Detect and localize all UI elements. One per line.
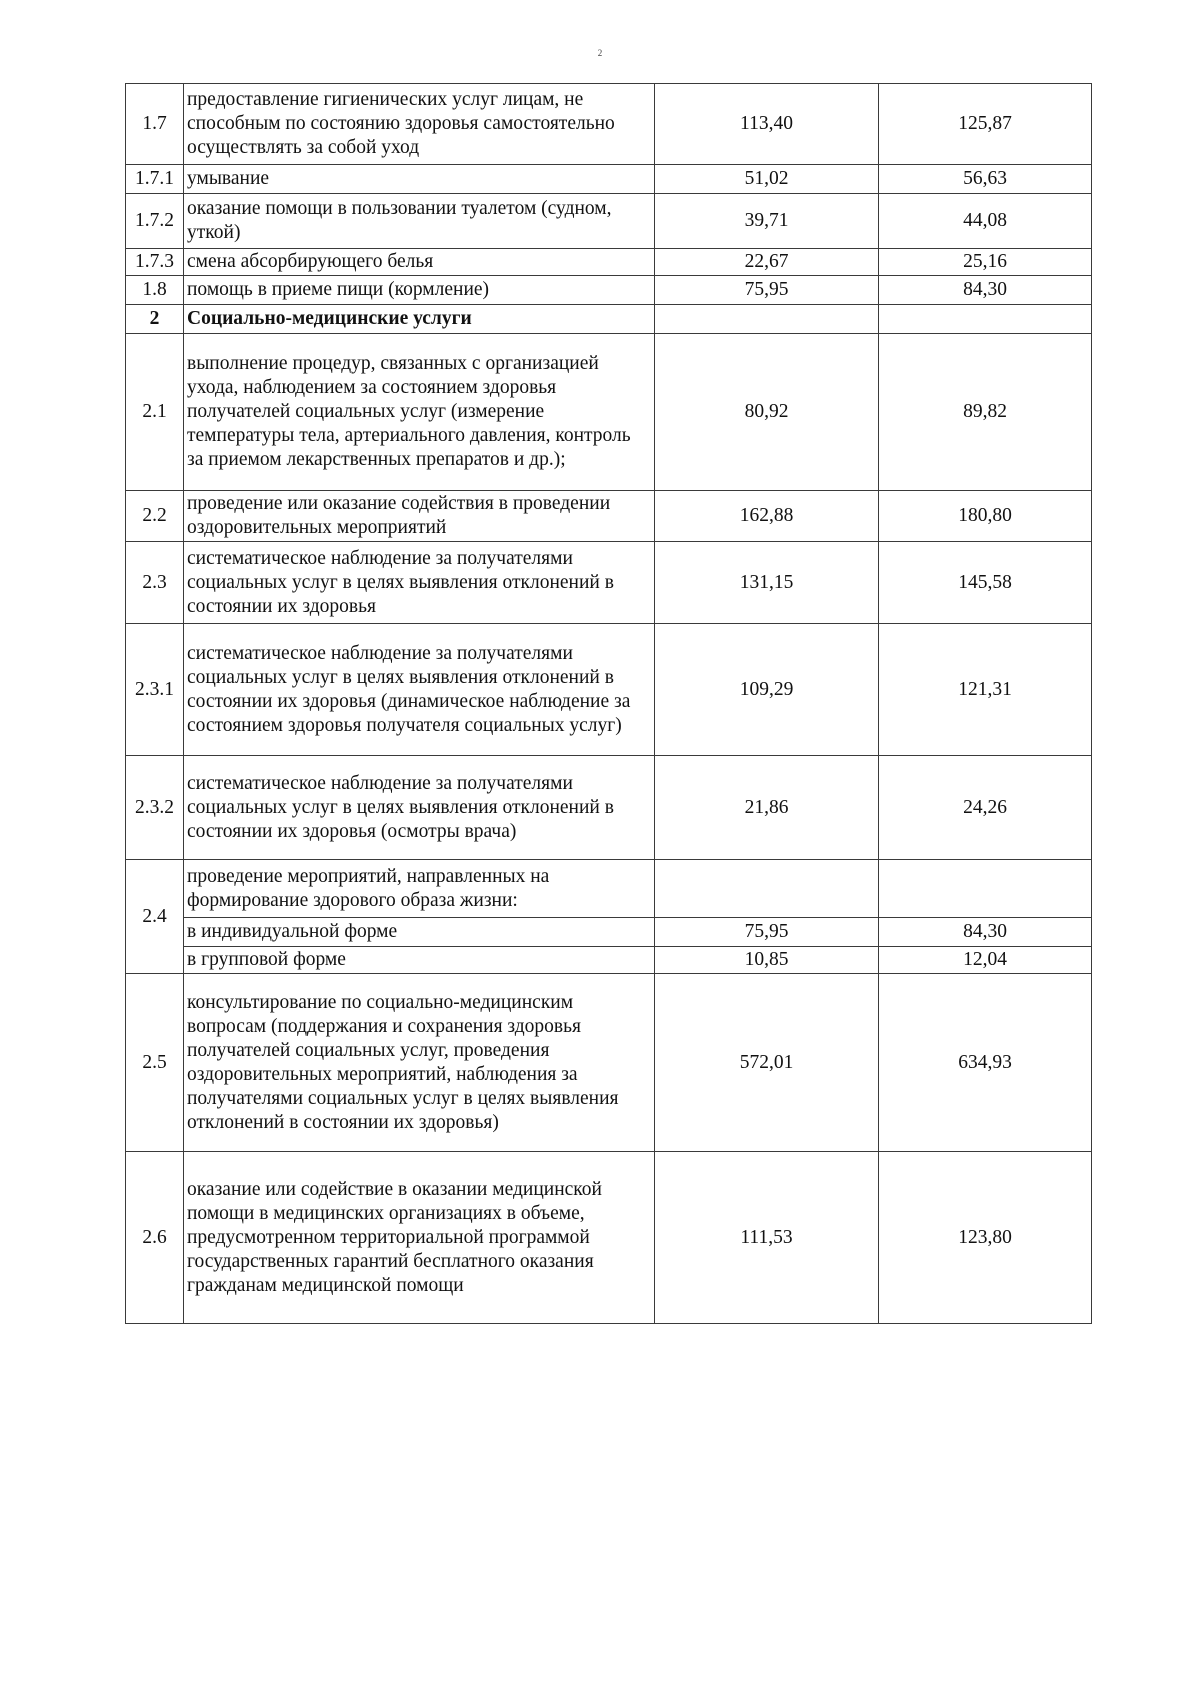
- tariff-value-2: 89,82: [879, 334, 1092, 491]
- section-title: Социально-медицинские услуги: [184, 305, 655, 334]
- row-number: 2.2: [126, 491, 184, 542]
- table-row: [126, 249, 1092, 276]
- tariff-value-2: 25,16: [879, 249, 1092, 276]
- tariff-value-1: 131,15: [655, 542, 879, 624]
- table-row: [126, 194, 1092, 249]
- tariff-value-1: 51,02: [655, 165, 879, 194]
- tariff-value-1: [655, 305, 879, 334]
- page-number: 2: [597, 48, 603, 58]
- table-row: [126, 334, 1092, 491]
- row-number: 2.3: [126, 542, 184, 624]
- service-name: выполнение процедур, связанных с организацией ухода, наблюдением за состоянием здоровья получателей социальных услуг (измерение температуры тела, артериального давления, контроль за приемом лекарственных препаратов и др.);: [184, 334, 655, 491]
- tariff-value-2: 24,26: [879, 756, 1092, 860]
- row-number: 1.7: [126, 84, 184, 165]
- table-row: [126, 276, 1092, 305]
- tariff-value-2: 12,04: [879, 947, 1092, 974]
- tariff-value-1: 162,88: [655, 491, 879, 542]
- tariff-value-1: 10,85: [655, 947, 879, 974]
- service-name: умывание: [184, 165, 655, 194]
- tariff-value-1: 39,71: [655, 194, 879, 249]
- row-number: 1.7.3: [126, 249, 184, 276]
- tariff-value-2: 44,08: [879, 194, 1092, 249]
- section-number: 2: [126, 305, 184, 334]
- service-name: проведение мероприятий, направленных на формирование здорового образа жизни:: [184, 860, 655, 918]
- service-name: систематическое наблюдение за получателями социальных услуг в целях выявления отклонений в состоянии их здоровья (динамическое наблюдение за состоянием здоровья получателя социальных услуг): [184, 624, 655, 756]
- row-number: 1.7.2: [126, 194, 184, 249]
- service-name: проведение или оказание содействия в проведении оздоровительных мероприятий: [184, 491, 655, 542]
- tariff-value-2: 180,80: [879, 491, 1092, 542]
- tariff-value-2: 84,30: [879, 276, 1092, 305]
- table-row: [126, 1152, 1092, 1324]
- service-name: смена абсорбирующего белья: [184, 249, 655, 276]
- tariff-value-1: 80,92: [655, 334, 879, 491]
- table-row: [126, 84, 1092, 165]
- section-header-row: [126, 305, 1092, 334]
- service-name: предоставление гигиенических услуг лицам, не способным по состоянию здоровья самостоятельно осуществлять за собой уход: [184, 84, 655, 165]
- tariff-value-1: 109,29: [655, 624, 879, 756]
- tariff-value-1: 113,40: [655, 84, 879, 165]
- tariff-value-1: 572,01: [655, 974, 879, 1152]
- table-row: [126, 491, 1092, 542]
- service-name: консультирование по социально-медицинским вопросам (поддержания и сохранения здоровья получателей социальных услуг, проведения оздоровительных мероприятий, наблюдения за получателями социальных услуг в целях выявления отклонений в состоянии их здоровья): [184, 974, 655, 1152]
- row-number: 2.3.2: [126, 756, 184, 860]
- tariff-value-2: [879, 305, 1092, 334]
- table-row: [126, 165, 1092, 194]
- service-name: систематическое наблюдение за получателями социальных услуг в целях выявления отклонений в состоянии их здоровья (осмотры врача): [184, 756, 655, 860]
- row-number: 2.3.1: [126, 624, 184, 756]
- tariff-value-2: 125,87: [879, 84, 1092, 165]
- tariff-value-1: [655, 860, 879, 918]
- tariff-value-1: 75,95: [655, 276, 879, 305]
- tariff-table: [125, 83, 1092, 1324]
- tariff-value-1: 22,67: [655, 249, 879, 276]
- tariff-value-1: 111,53: [655, 1152, 879, 1324]
- row-number: 1.8: [126, 276, 184, 305]
- table-row: [126, 974, 1092, 1152]
- tariff-value-2: 123,80: [879, 1152, 1092, 1324]
- service-name: помощь в приеме пищи (кормление): [184, 276, 655, 305]
- service-name: в групповой форме: [184, 947, 655, 974]
- row-number: 2.4: [126, 860, 184, 974]
- row-number: 1.7.1: [126, 165, 184, 194]
- tariff-value-2: 121,31: [879, 624, 1092, 756]
- table-row: [126, 947, 1092, 974]
- tariff-value-2: 56,63: [879, 165, 1092, 194]
- tariff-value-2: [879, 860, 1092, 918]
- table-row: [126, 542, 1092, 624]
- table-row: [126, 860, 1092, 918]
- tariff-value-2: 84,30: [879, 918, 1092, 947]
- row-number: 2.1: [126, 334, 184, 491]
- service-name: систематическое наблюдение за получателями социальных услуг в целях выявления отклонений в состоянии их здоровья: [184, 542, 655, 624]
- tariff-value-1: 21,86: [655, 756, 879, 860]
- tariff-value-1: 75,95: [655, 918, 879, 947]
- table-row: [126, 624, 1092, 756]
- row-number: 2.6: [126, 1152, 184, 1324]
- table-row: [126, 756, 1092, 860]
- tariff-value-2: 634,93: [879, 974, 1092, 1152]
- tariff-value-2: 145,58: [879, 542, 1092, 624]
- service-name: в индивидуальной форме: [184, 918, 655, 947]
- service-name: оказание или содействие в оказании медицинской помощи в медицинских организациях в объеме, предусмотренном территориальной программой государственных гарантий бесплатного оказания гражданам медицинской помощи: [184, 1152, 655, 1324]
- table-row: [126, 918, 1092, 947]
- row-number: 2.5: [126, 974, 184, 1152]
- service-name: оказание помощи в пользовании туалетом (судном, уткой): [184, 194, 655, 249]
